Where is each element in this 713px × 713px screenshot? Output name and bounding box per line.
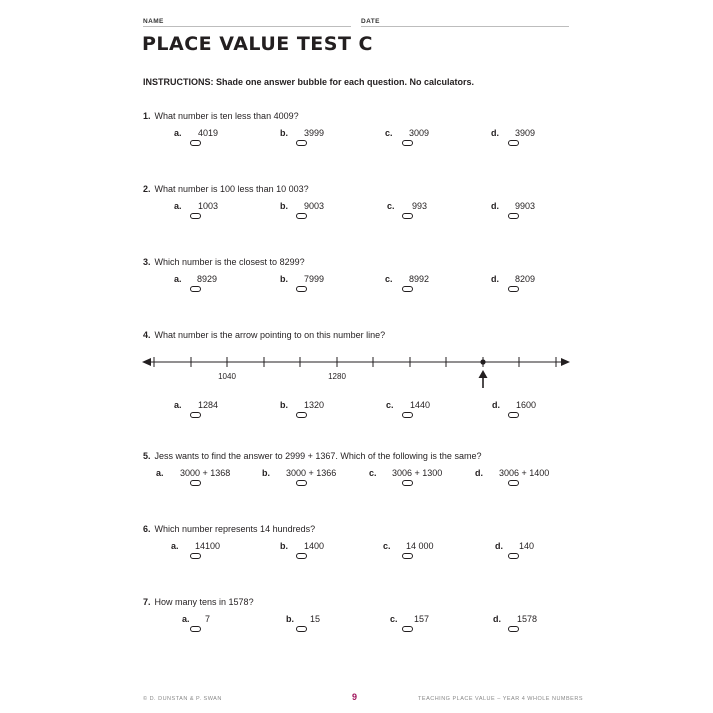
answer-bubble-4d[interactable]	[508, 412, 519, 418]
option-value: 4019	[198, 128, 219, 138]
option-letter: b.	[280, 128, 288, 138]
option-letter: d.	[491, 128, 499, 138]
answer-bubble-6a[interactable]	[190, 553, 201, 559]
option-value: 1400	[304, 541, 325, 551]
option-value: 1600	[516, 400, 537, 410]
number-line-axis	[142, 358, 570, 366]
answer-bubble-7a[interactable]	[190, 626, 201, 632]
answer-bubble-6d[interactable]	[508, 553, 519, 559]
option-letter: a.	[182, 614, 190, 624]
option-value: 14100	[195, 541, 221, 551]
question-text: What number is ten less than 4009?	[154, 111, 299, 121]
question-6	[143, 524, 315, 534]
answer-bubble-3d[interactable]	[508, 286, 519, 292]
question-text: Which number represents 14 hundreds?	[154, 524, 316, 534]
option-letter: b.	[286, 614, 294, 624]
answer-bubble-2c[interactable]	[402, 213, 413, 219]
option-letter: c.	[383, 541, 391, 551]
answer-bubble-4c[interactable]	[402, 412, 413, 418]
question-text: Which number is the closest to 8299?	[154, 257, 305, 267]
option-value: 3009	[409, 128, 430, 138]
option-letter: b.	[262, 468, 270, 478]
option-value: 157	[414, 614, 430, 624]
question-number: 5.	[143, 451, 151, 461]
option-value: 7999	[304, 274, 325, 284]
option-value: 140	[519, 541, 535, 551]
option-letter: b.	[280, 201, 288, 211]
number-line-label: 1280	[328, 372, 346, 381]
question-number: 1.	[143, 111, 151, 121]
name-label: NAME	[143, 18, 164, 25]
option-value: 9903	[515, 201, 536, 211]
option-letter: b.	[280, 400, 288, 410]
question-text: How many tens in 1578?	[154, 597, 254, 607]
question-4	[143, 330, 385, 340]
date-label: DATE	[361, 18, 380, 25]
option-value: 3999	[304, 128, 325, 138]
option-value: 3000 + 1366	[286, 468, 337, 478]
right-arrowhead-icon	[561, 358, 570, 366]
option-letter: c.	[385, 128, 393, 138]
name-line[interactable]	[143, 26, 351, 27]
option-value: 3006 + 1400	[499, 468, 550, 478]
option-value: 15	[310, 614, 321, 624]
question-3	[143, 257, 305, 267]
answer-bubble-1d[interactable]	[508, 140, 519, 146]
option-letter: d.	[492, 400, 500, 410]
option-value: 3909	[515, 128, 536, 138]
option-letter: b.	[280, 541, 288, 551]
option-letter: c.	[385, 274, 393, 284]
option-value: 8209	[515, 274, 536, 284]
answer-bubble-1b[interactable]	[296, 140, 307, 146]
option-letter: a.	[174, 128, 182, 138]
question-2	[143, 184, 309, 194]
question-text: What number is the arrow pointing to on this number line?	[154, 330, 386, 340]
question-number: 4.	[143, 330, 151, 340]
answer-bubble-3b[interactable]	[296, 286, 307, 292]
option-letter: a.	[174, 400, 182, 410]
question-number: 6.	[143, 524, 151, 534]
answer-bubble-6c[interactable]	[402, 553, 413, 559]
question-7	[143, 597, 254, 607]
question-number: 3.	[143, 257, 151, 267]
option-value: 9003	[304, 201, 325, 211]
answer-bubble-4b[interactable]	[296, 412, 307, 418]
option-value: 993	[412, 201, 428, 211]
option-value: 8929	[197, 274, 218, 284]
number-line-label: 1040	[218, 372, 236, 381]
option-value: 3006 + 1300	[392, 468, 443, 478]
question-text: What number is 100 less than 10 003?	[154, 184, 309, 194]
option-letter: a.	[156, 468, 164, 478]
answer-bubble-3a[interactable]	[190, 286, 201, 292]
instructions: INSTRUCTIONS: Shade one answer bubble for each question. No calculators.	[143, 77, 475, 87]
option-letter: c.	[390, 614, 398, 624]
option-value: 1320	[304, 400, 325, 410]
answer-bubble-7d[interactable]	[508, 626, 519, 632]
option-value: 7	[205, 614, 211, 624]
answer-bubble-1a[interactable]	[190, 140, 201, 146]
question-text: Jess wants to find the answer to 2999 + 1367. Which of the following is the same?	[154, 451, 482, 461]
answer-bubble-5d[interactable]	[508, 480, 519, 486]
footer-copyright: © D. DUNSTAN & P. SWAN	[143, 696, 222, 702]
answer-bubble-5b[interactable]	[296, 480, 307, 486]
page-title: PLACE VALUE TEST C	[142, 33, 373, 55]
option-letter: d.	[491, 201, 499, 211]
option-letter: d.	[495, 541, 503, 551]
option-letter: c.	[386, 400, 394, 410]
answer-bubble-2b[interactable]	[296, 213, 307, 219]
option-letter: d.	[475, 468, 483, 478]
answer-bubble-2a[interactable]	[190, 213, 201, 219]
answer-bubble-7b[interactable]	[296, 626, 307, 632]
answer-bubble-3c[interactable]	[402, 286, 413, 292]
answer-bubble-5a[interactable]	[190, 480, 201, 486]
answer-bubble-4a[interactable]	[190, 412, 201, 418]
answer-bubble-2d[interactable]	[508, 213, 519, 219]
option-value: 8992	[409, 274, 430, 284]
question-5	[143, 451, 481, 461]
question-number: 2.	[143, 184, 151, 194]
option-value: 1284	[198, 400, 219, 410]
option-letter: c.	[387, 201, 395, 211]
question-1	[143, 111, 299, 121]
option-letter: a.	[174, 274, 182, 284]
option-value: 14 000	[406, 541, 434, 551]
option-letter: d.	[491, 274, 499, 284]
option-value: 3000 + 1368	[180, 468, 231, 478]
option-letter: a.	[174, 201, 182, 211]
option-value: 1440	[410, 400, 431, 410]
answer-bubble-1c[interactable]	[402, 140, 413, 146]
number-line	[140, 348, 580, 388]
answer-bubble-5c[interactable]	[402, 480, 413, 486]
option-letter: b.	[280, 274, 288, 284]
option-letter: a.	[171, 541, 179, 551]
number-line-point	[480, 359, 485, 364]
option-letter: c.	[369, 468, 377, 478]
date-line[interactable]	[361, 26, 569, 27]
option-value: 1578	[517, 614, 538, 624]
footer-book-title: TEACHING PLACE VALUE – YEAR 4 WHOLE NUMBERS	[418, 696, 583, 702]
option-letter: d.	[493, 614, 501, 624]
option-value: 1003	[198, 201, 219, 211]
up-arrow-icon	[479, 370, 488, 388]
left-arrowhead-icon	[142, 358, 151, 366]
answer-bubble-6b[interactable]	[296, 553, 307, 559]
question-number: 7.	[143, 597, 151, 607]
page-number: 9	[352, 692, 358, 702]
answer-bubble-7c[interactable]	[402, 626, 413, 632]
